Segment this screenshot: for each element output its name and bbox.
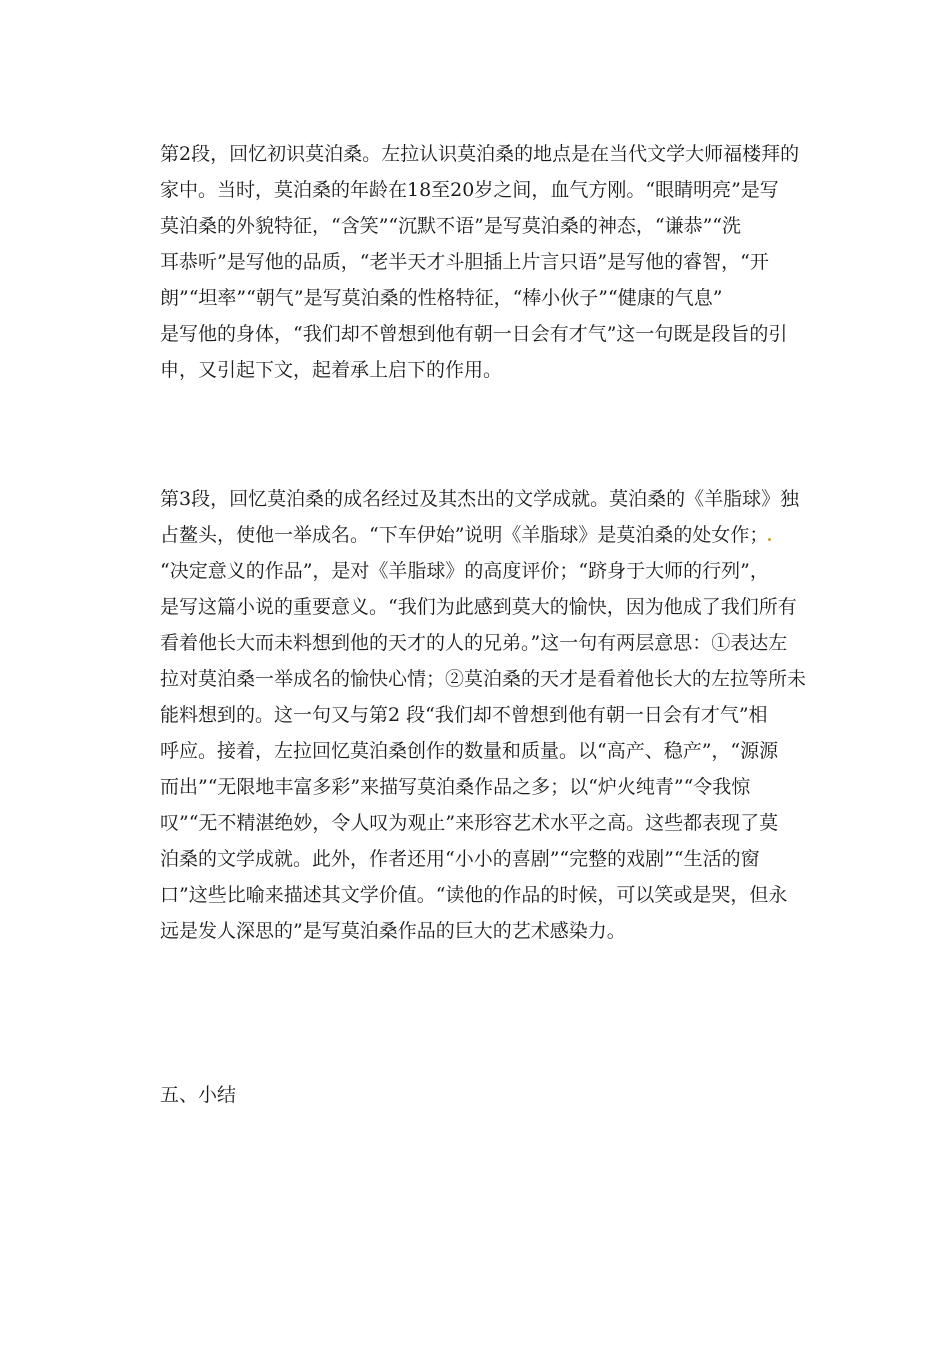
text-line: 占鳌头，使他一举成名。“下车伊始”说明《羊脂球》是莫泊桑的处女作；	[160, 524, 769, 546]
text-line: 第2段，回忆初识莫泊桑。左拉认识莫泊桑的地点是在当代文学大师福楼拜的	[160, 143, 800, 165]
text-line: 口”这些比喻来描述其文学价值。“读他的作品的时候，可以笑或是哭，但永	[160, 884, 788, 906]
text-line: 家中。当时，莫泊桑的年龄在18至20岁之间，血气方刚。“眼睛明亮”是写	[160, 179, 779, 201]
text-line: 第3段，回忆莫泊桑的成名经过及其杰出的文学成就。莫泊桑的《羊脂球》独	[160, 488, 800, 510]
text-line: 莫泊桑的外貌特征，“含笑”“沉默不语”是写莫泊桑的神态，“谦恭”“洗	[160, 215, 741, 237]
text-line: 耳恭听”是写他的品质，“老半天才斗胆插上片言只语”是写他的睿智，“开	[160, 251, 769, 273]
text-line: 叹”“无不精湛绝妙，令人叹为观止”来形容艺术水平之高。这些都表现了莫	[160, 812, 779, 834]
section-heading: 五、小结	[160, 1084, 237, 1106]
text-line: 能料想到的。这一句又与第2 段“我们却不曾想到他有朝一日会有才气”相	[160, 704, 768, 726]
text-line: 而出”“无限地丰富多彩”来描写莫泊桑作品之多；以“炉火纯青”“令我惊	[160, 776, 751, 798]
text-line: 是写他的身体，“我们却不曾想到他有朝一日会有才气”这一句既是段旨的引	[160, 323, 788, 345]
stray-dot-mark	[768, 538, 771, 541]
text-line: 朗”“坦率”“朝气”是写莫泊桑的性格特征，“棒小伙子”“健康的气息”	[160, 287, 723, 309]
text-line: 呼应。接着，左拉回忆莫泊桑创作的数量和质量。以“高产、稳产”，“源源	[160, 740, 779, 762]
paragraph-section-3	[160, 481, 807, 949]
text-line: 申，又引起下文，起着承上启下的作用。	[160, 359, 503, 381]
paragraph-section-2	[160, 136, 800, 388]
text-line: 是写这篇小说的重要意义。“我们为此感到莫大的愉快，因为他成了我们所有	[160, 596, 797, 618]
text-line: 泊桑的文学成就。此外，作者还用“小小的喜剧”“完整的戏剧”“生活的窗	[160, 848, 760, 870]
text-line: “决定意义的作品”，是对《羊脂球》的高度评价；“跻身于大师的行列”，	[160, 560, 769, 582]
text-line: 看着他长大而未料想到他的天才的人的兄弟。”这一句有两层意思：①表达左	[160, 632, 788, 654]
text-line: 远是发人深思的”是写莫泊桑作品的巨大的艺术感染力。	[160, 920, 626, 942]
text-line: 拉对莫泊桑一举成名的愉快心情；②莫泊桑的天才是看着他长大的左拉等所未	[160, 668, 807, 690]
